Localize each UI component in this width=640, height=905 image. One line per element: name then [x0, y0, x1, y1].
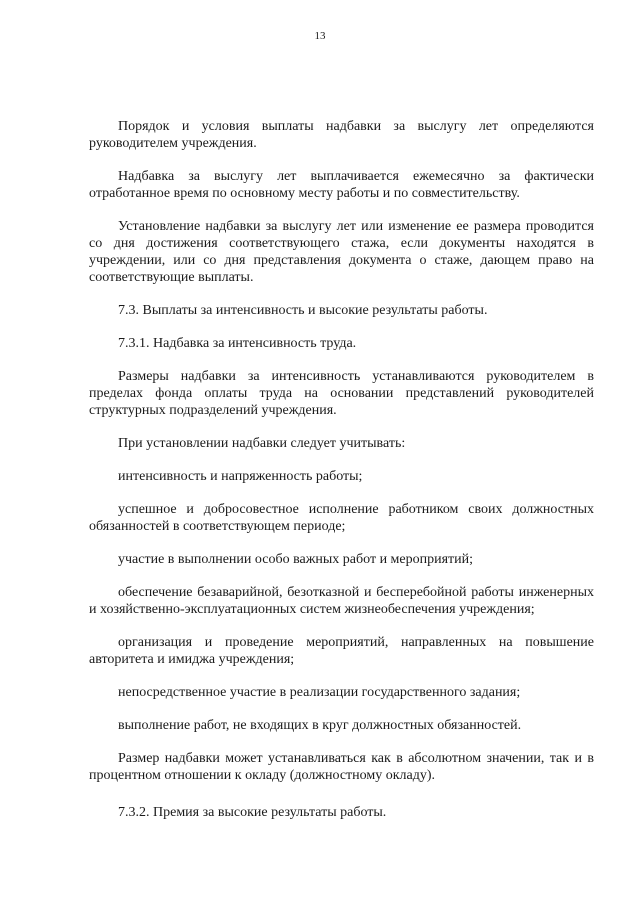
- document-body: [89, 118, 594, 837]
- criteria-item-important-works: участие в выполнении особо важных работ и мероприятий;: [118, 552, 474, 567]
- paragraph-service-payment-procedure: Порядок и условия выплаты надбавки за выслугу лет определяются руководителем учреждения.: [89, 119, 594, 151]
- paragraph-criteria-intro: При установлении надбавки следует учитывать:: [118, 436, 406, 451]
- criteria-item-state-task: непосредственное участие в реализации государственного задания;: [118, 685, 521, 700]
- paragraph-establishment-conditions: Установление надбавки за выслугу лет или изменение ее размера проводится со дня достижения соответствующего стажа, если документы находятся в учреждении, или со дня представления документа о стаже, дающем право на соответствующие выплаты.: [89, 219, 594, 285]
- criteria-item-systems: обеспечение безаварийной, безотказной и бесперебойной работы инженерных и хозяйственно-эксплуатационных систем жизнеобеспечения учреждения;: [89, 585, 594, 617]
- paragraph-monthly-payment: Надбавка за выслугу лет выплачивается ежемесячно за фактически отработанное время по основному месту работы и по совместительству.: [89, 169, 594, 201]
- paragraph-intensity-sizes: Размеры надбавки за интенсивность устанавливаются руководителем в пределах фонда оплаты труда на основании представлений руководителей структурных подразделений учреждения.: [89, 369, 594, 418]
- criteria-item-intensity: интенсивность и напряженность работы;: [118, 469, 363, 484]
- section-heading-7-3-1: 7.3.1. Надбавка за интенсивность труда.: [118, 336, 357, 351]
- criteria-item-extra-works: выполнение работ, не входящих в круг должностных обязанностей.: [118, 718, 522, 733]
- section-heading-7-3-2: 7.3.2. Премия за высокие результаты работы.: [118, 805, 387, 820]
- page-number: 13: [314, 30, 326, 42]
- paragraph-amount-form: Размер надбавки может устанавливаться как в абсолютном значении, так и в процентном отношении к окладу (должностному окладу).: [89, 751, 594, 783]
- criteria-item-duties: успешное и добросовестное исполнение работником своих должностных обязанностей в соответствующем периоде;: [89, 502, 594, 534]
- section-heading-7-3: 7.3. Выплаты за интенсивность и высокие результаты работы.: [118, 303, 488, 318]
- criteria-item-events: организация и проведение мероприятий, направленных на повышение авторитета и имиджа учреждения;: [89, 635, 594, 667]
